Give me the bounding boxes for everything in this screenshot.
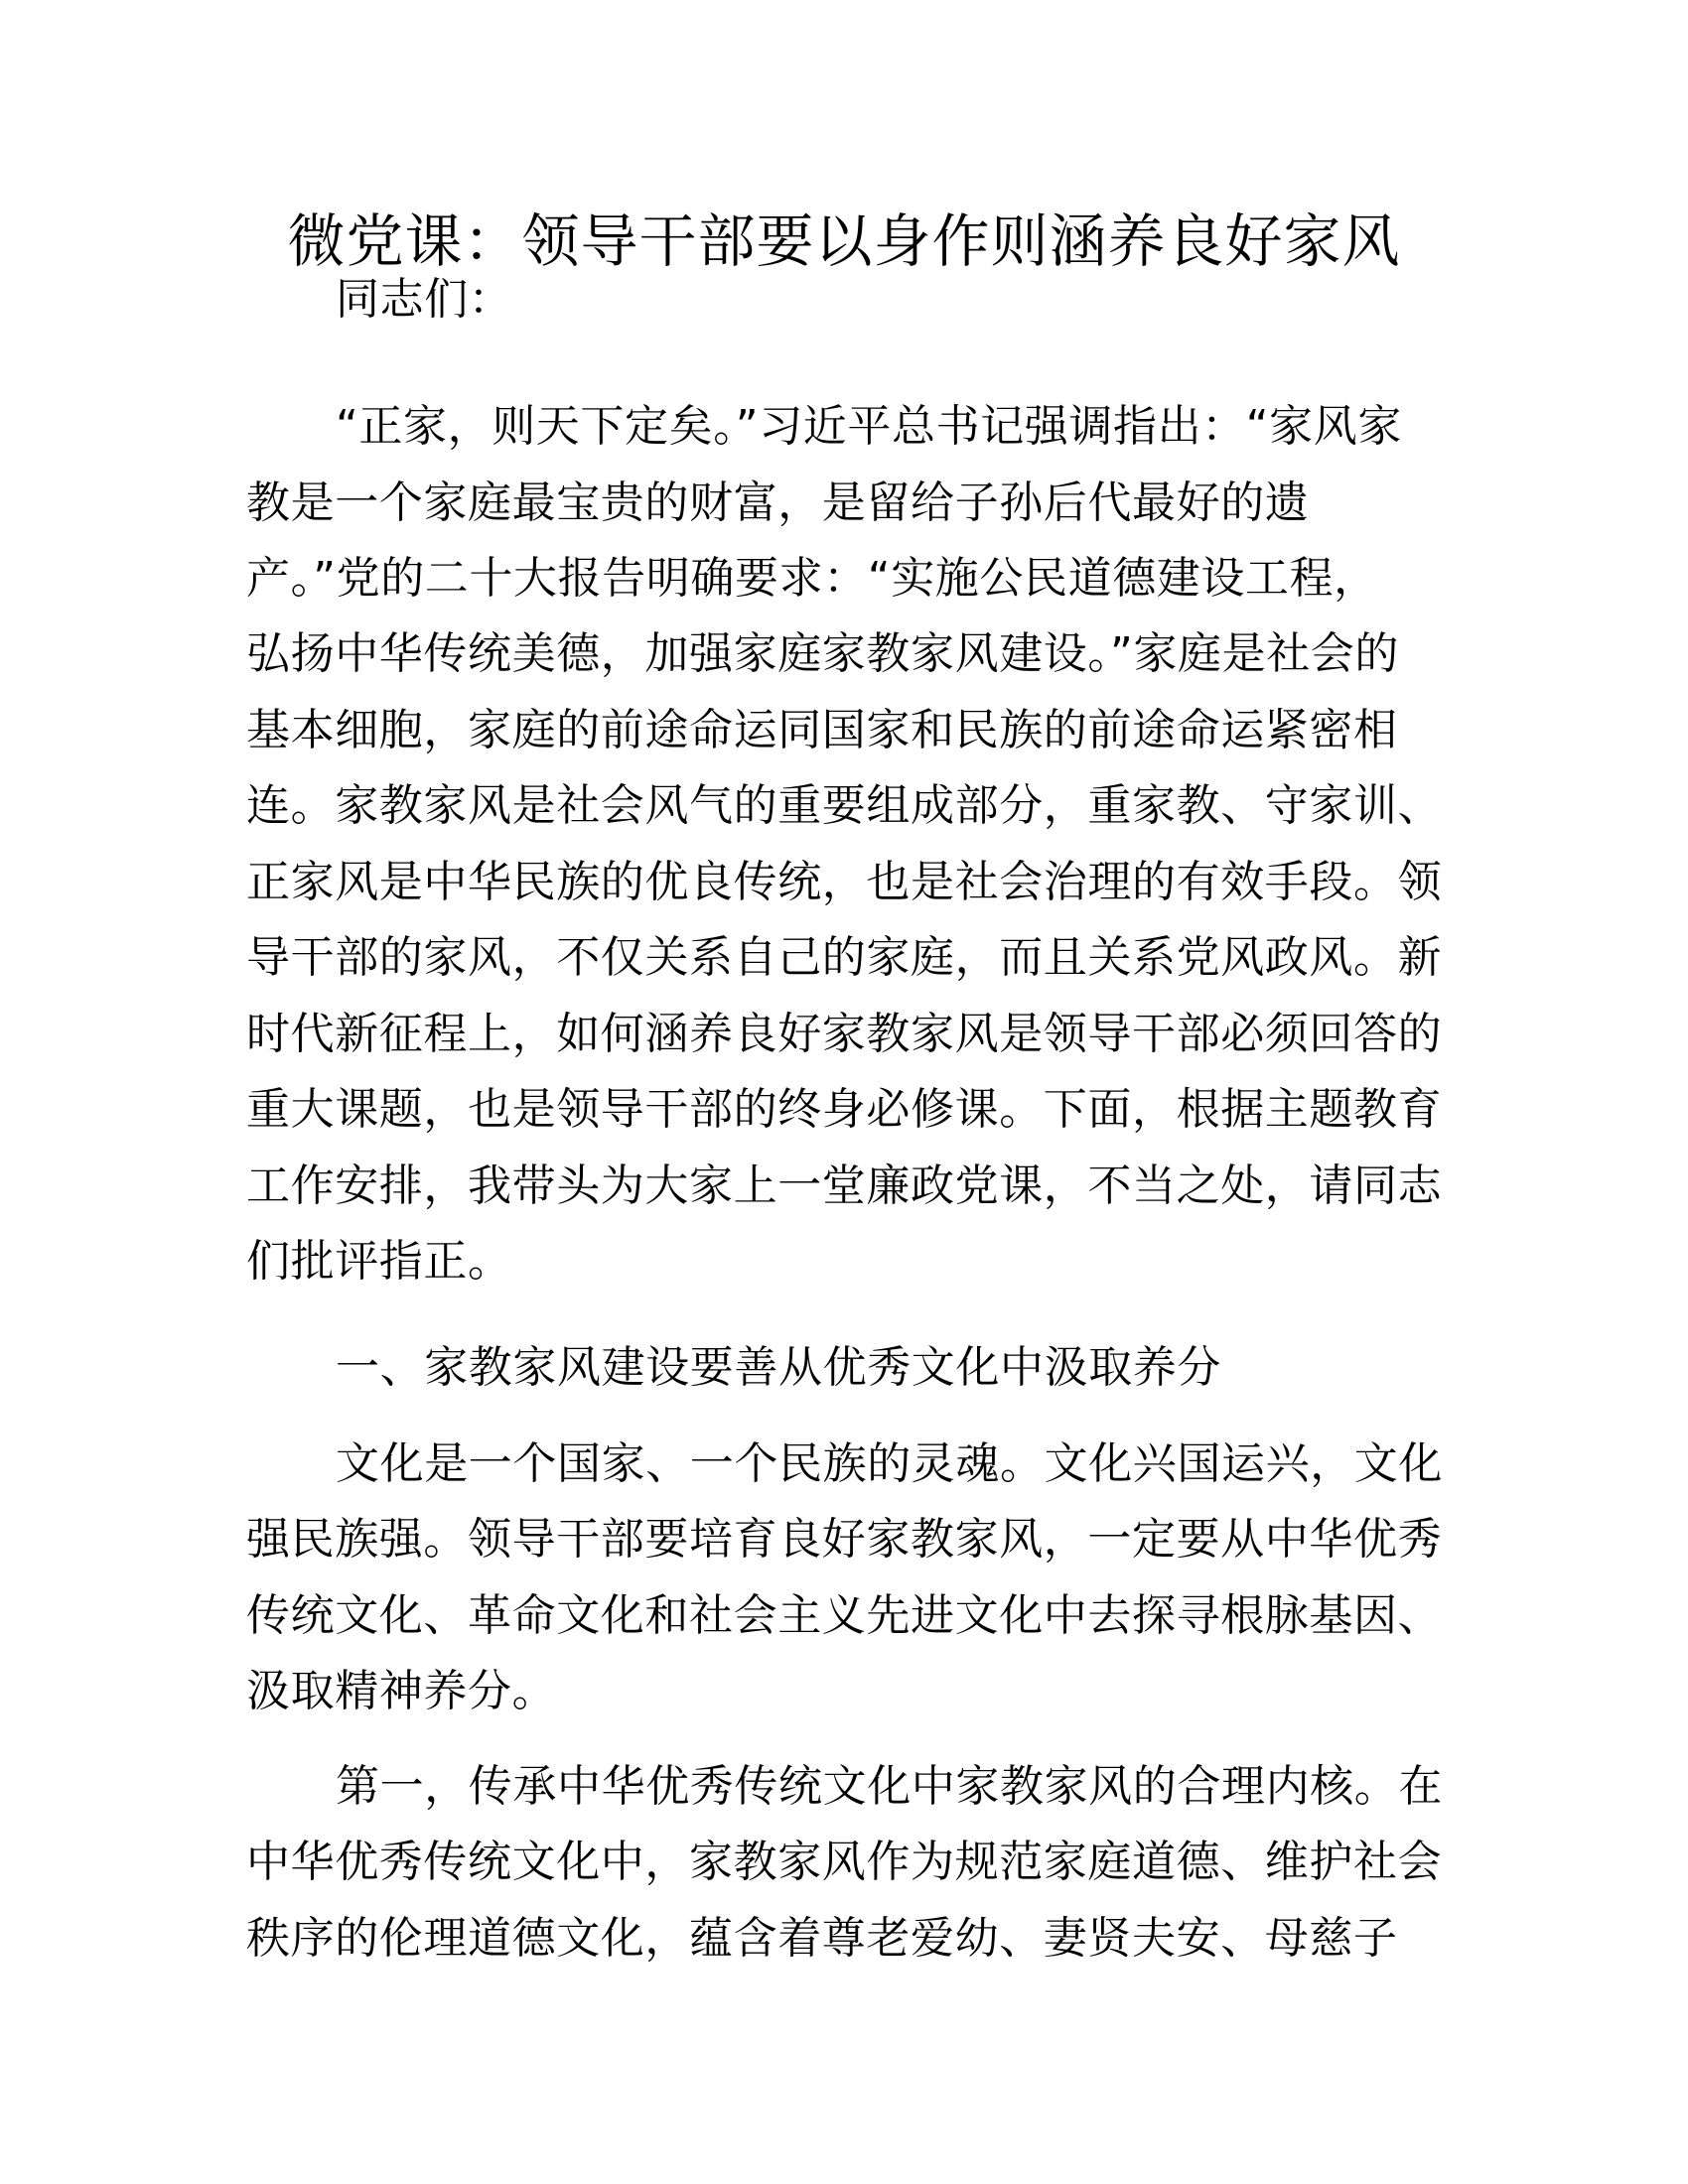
salutation: 同志们： <box>336 274 513 325</box>
paragraph-2-line: 文化是一个国家、一个民族的灵魂。文化兴国运兴，文化 <box>336 1438 1443 1489</box>
paragraph-1-line: 弘扬中华传统美德，加强家庭家教家风建设。”家庭是社会的 <box>246 628 1399 679</box>
paragraph-1-line: 教是一个家庭最宝贵的财富，是留给子孙后代最好的遗 <box>246 478 1310 528</box>
document-title: 微党课：领导干部要以身作则涵养良好家风 <box>287 207 1401 275</box>
paragraph-1-line: 正家风是中华民族的优良传统，也是社会治理的有效手段。领 <box>246 857 1443 907</box>
paragraph-2-line: 强民族强。领导干部要培育良好家教家风，一定要从中华优秀 <box>246 1514 1443 1565</box>
paragraph-1-line: 时代新征程上，如何涵养良好家教家风是领导干部必须回答的 <box>246 1009 1443 1059</box>
paragraph-1-line: 连。家教家风是社会风气的重要组成部分，重家教、守家训、 <box>246 780 1443 831</box>
paragraph-1-line: 基本细胞，家庭的前途命运同国家和民族的前途命运紧密相 <box>246 705 1398 755</box>
paragraph-1-line: 导干部的家风，不仅关系自己的家庭，而且关系党风政风。新 <box>246 932 1443 983</box>
paragraph-1-line: 工作安排，我带头为大家上一堂廉政党课，不当之处，请同志 <box>246 1160 1443 1211</box>
paragraph-3-line: 秩序的伦理道德文化，蕴含着尊老爱幼、妻贤夫安、母慈子 <box>246 1913 1398 1964</box>
paragraph-1-line: “正家，则天下定矣。”习近平总书记强调指出：“家风家 <box>336 401 1402 452</box>
paragraph-1-line: 重大课题，也是领导干部的终身必修课。下面，根据主题教育 <box>246 1084 1443 1135</box>
paragraph-3-line: 第一，传承中华优秀传统文化中家教家风的合理内核。在 <box>336 1761 1443 1812</box>
paragraph-2-line: 传统文化、革命文化和社会主义先进文化中去探寻根脉基因、 <box>246 1590 1443 1641</box>
paragraph-1-line: 们批评指正。 <box>246 1236 512 1287</box>
paragraph-2-line: 汲取精神养分。 <box>246 1666 557 1716</box>
section-heading: 一、家教家风建设要善从优秀文化中汲取养分 <box>336 1342 1221 1393</box>
paragraph-1-line: 产。”党的二十大报告明确要求：“实施公民道德建设工程， <box>246 553 1378 604</box>
paragraph-3-line: 中华优秀传统文化中，家教家风作为规范家庭道德、维护社会 <box>246 1837 1443 1887</box>
